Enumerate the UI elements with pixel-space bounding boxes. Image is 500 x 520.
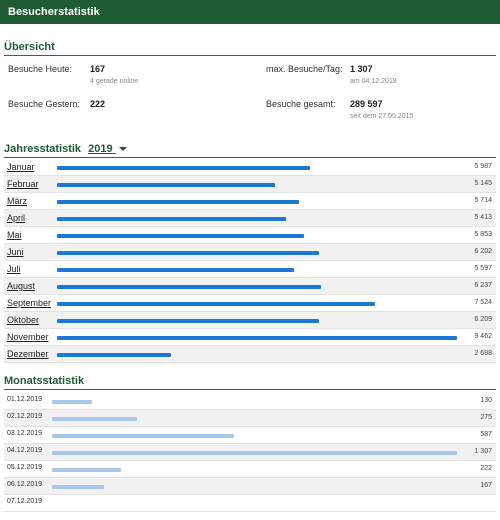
stat-value: 5 145 xyxy=(474,180,492,187)
stat-value: 9 462 xyxy=(474,333,492,340)
stat-bar xyxy=(57,183,275,187)
stat-bar xyxy=(57,251,319,255)
stat-value: 5 597 xyxy=(474,265,492,272)
month-link[interactable]: September xyxy=(7,298,52,308)
year-stat-row xyxy=(4,210,496,227)
stat-value: 5 413 xyxy=(474,214,492,221)
day-label: 02.12.2019 xyxy=(7,413,43,420)
stat-value: 167 xyxy=(480,482,492,489)
month-link[interactable]: Mai xyxy=(7,230,22,240)
month-stat-row xyxy=(4,461,496,478)
stat-bar xyxy=(57,200,299,204)
stat-value: 130 xyxy=(480,397,492,404)
stat-bar xyxy=(57,353,171,357)
stat-bar xyxy=(57,336,457,340)
stat-bar xyxy=(57,319,319,323)
month-stat-row xyxy=(4,410,496,427)
visits-yesterday-label: Besuche Gestern: xyxy=(8,99,81,109)
month-link[interactable]: August xyxy=(7,281,36,291)
day-label: 04.12.2019 xyxy=(7,447,43,454)
month-stat-row xyxy=(4,427,496,444)
month-link[interactable]: März xyxy=(7,196,27,206)
month-link[interactable]: Februar xyxy=(7,179,39,189)
online-now-text: 4 gerade online xyxy=(90,78,139,85)
month-stat-row xyxy=(4,478,496,495)
stat-bar xyxy=(57,166,310,170)
stat-bar xyxy=(52,400,92,404)
stat-bar xyxy=(52,417,137,421)
stat-value: 6 202 xyxy=(474,248,492,255)
max-visits-date: am 04.12.2019 xyxy=(350,78,397,85)
stat-bar xyxy=(57,234,304,238)
visits-total-label: Besuche gesamt: xyxy=(266,99,336,109)
month-link[interactable]: Januar xyxy=(7,162,35,172)
day-label: 05.12.2019 xyxy=(7,464,43,471)
stat-bar xyxy=(52,468,121,472)
month-stat-row xyxy=(4,393,496,410)
month-link[interactable]: Dezember xyxy=(7,349,49,359)
year-stats-title: Jahresstatistik xyxy=(4,143,82,155)
page-title: Besucherstatistik xyxy=(8,6,100,18)
stat-value: 6 237 xyxy=(474,282,492,289)
page-header xyxy=(0,0,500,24)
visits-yesterday-value: 222 xyxy=(90,99,106,109)
chevron-down-icon xyxy=(119,147,127,151)
stat-value: 5 987 xyxy=(474,163,492,170)
year-stat-row xyxy=(4,176,496,193)
day-label: 03.12.2019 xyxy=(7,430,43,437)
year-stat-row xyxy=(4,227,496,244)
stat-value: 2 688 xyxy=(474,350,492,357)
stat-value: 5 714 xyxy=(474,197,492,204)
stat-bar xyxy=(57,285,321,289)
year-stat-row xyxy=(4,244,496,261)
year-stat-row xyxy=(4,193,496,210)
month-link[interactable]: April xyxy=(7,213,26,223)
year-stat-row xyxy=(4,159,496,176)
stat-bar xyxy=(52,485,104,489)
stat-value: 5 853 xyxy=(474,231,492,238)
month-stat-row xyxy=(4,444,496,461)
month-stat-row xyxy=(4,495,496,512)
visits-total-since: seit dem 27.05.2015 xyxy=(350,113,414,120)
year-stat-row xyxy=(4,278,496,295)
visits-total-value: 289 597 xyxy=(350,99,383,109)
stat-value: 1 307 xyxy=(474,448,492,455)
year-select-value: 2019 xyxy=(88,143,113,155)
year-select[interactable] xyxy=(88,143,127,155)
year-stat-row xyxy=(4,329,496,346)
day-label: 01.12.2019 xyxy=(7,396,43,403)
month-link[interactable]: November xyxy=(7,332,49,342)
stat-value: 222 xyxy=(480,465,492,472)
month-stats-section-title: Monatsstatistik xyxy=(4,370,496,390)
visits-today-label: Besuche Heute: xyxy=(8,64,73,74)
stat-value: 587 xyxy=(480,431,492,438)
max-visits-label: max. Besuche/Tag: xyxy=(266,64,343,74)
month-link[interactable]: Juli xyxy=(7,264,21,274)
stat-value: 7 524 xyxy=(474,299,492,306)
stat-value: 6 209 xyxy=(474,316,492,323)
stat-bar xyxy=(57,217,286,221)
visits-today-value: 167 xyxy=(90,64,106,74)
stat-bar xyxy=(52,451,457,455)
year-stat-row xyxy=(4,312,496,329)
overview-section-title: Übersicht xyxy=(4,36,496,56)
day-label: 06.12.2019 xyxy=(7,481,43,488)
stat-value: 275 xyxy=(480,414,492,421)
stat-bar xyxy=(57,268,294,272)
stat-bar xyxy=(52,434,234,438)
month-link[interactable]: Juni xyxy=(7,247,24,257)
max-visits-value: 1 307 xyxy=(350,64,373,74)
day-label: 07.12.2019 xyxy=(7,498,43,505)
year-stat-row xyxy=(4,346,496,363)
year-stat-row xyxy=(4,261,496,278)
year-stat-row xyxy=(4,295,496,312)
month-link[interactable]: Oktober xyxy=(7,315,40,325)
stat-bar xyxy=(57,302,375,306)
year-stats-section-title xyxy=(4,138,496,158)
